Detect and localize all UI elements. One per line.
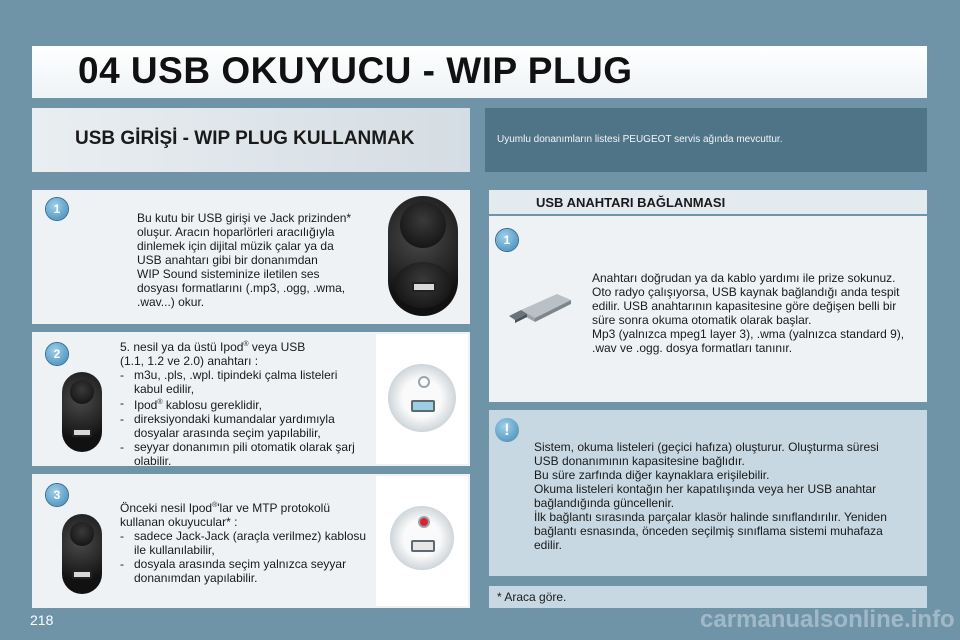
usb-key-line: süre sonra okuma otomatik olarak başlar. [592,313,812,327]
warning-line: bağlandığında güncellenir. [534,496,675,510]
panel1-line: WIP Sound sisteminize iletilen ses [137,267,320,281]
page-title: 04 USB OKUYUCU - WIP PLUG [78,50,633,91]
usb-key-line: .wav ve .ogg. dosya formatları tanınır. [592,341,793,355]
panel2-text [120,338,368,468]
panel3-intro: Önceki nesil Ipod [120,501,213,515]
warning-line: Okuma listeleri kontağın her kapatılışında veya her USB anahtar [534,482,877,496]
usb-key-line: Mp3 (yalnızca mpeg1 layer 3), .wma (yalnızca standard 9), [592,327,905,341]
step-badge-1: 1 [496,229,518,251]
panel1-text [137,211,377,309]
jack-socket-photo [58,512,106,596]
panel1-line: dinlemek için dijital müzik çalar ya da [137,239,334,253]
step-badge-1: 1 [46,198,68,220]
usb-key-line: Oto radyo çalışıyorsa, USB kaynak bağlandığı anda tespit [592,285,900,299]
list-item: - direksiyondaki kumandalar yardımıyla dosyalar arasında seçim yapılabilir, [120,412,368,440]
list-item: - sadece Jack-Jack (araçla verilmez) kablosu ile kullanılabilir, [120,529,368,557]
list-item-text: Ipod [134,398,158,412]
usb-key-text [592,271,922,355]
usb-port [411,540,435,552]
compatibility-note: Uyumlu donanımların listesi PEUGEOT servis ağında mevcuttur. [497,134,783,145]
usb-key-illustration [505,290,575,326]
usb-key-line: edilir. USB anahtarının kapasitesine göre değişen belli bir [592,299,897,313]
panel1-line: dosyası formatlarını (.mp3, .ogg, .wma, [137,281,346,295]
usb-key-line: Anahtarı doğrudan ya da kablo yardımı ile prize sokunuz. [592,271,896,285]
flush-socket [388,364,456,432]
list-item-text: kablosu gereklidir, [162,398,262,412]
usb-socket-photo [376,476,468,606]
panel2-intro: 5. nesil ya da üstü Ipod [120,340,244,354]
panel2-intro: (1.1, 1.2 ve 2.0) anahtarı : [120,354,259,368]
panel3-intro: 'lar ve MTP protokolü [217,501,331,515]
warning-line: Bu süre zarfında diğer kaynaklara erişilebilir. [534,468,770,482]
panel1-line: Bu kutu bir USB girişi ve Jack prizinden* [137,211,352,225]
registered-mark: ® [212,502,218,509]
warning-line: bağlantı esnasında, önceden seçilmiş sınıflama sistemi muhafaza [534,524,883,538]
warning-line: USB donanımının kapasitesine bağlıdır. [534,454,745,468]
jack-port [418,376,430,388]
warning-line: İlk bağlantı sırasında parçalar klasör halinde sınıflandırılır. Yeniden [534,510,887,524]
warning-line: Sistem, okuma listeleri (geçici hafıza) oluşturur. Oluşturma süresi [534,440,879,454]
usb-port [72,570,92,579]
panel3-text [120,499,368,585]
usb-key-icon [505,290,575,326]
panel1-line: .wav...) okur. [137,295,205,309]
footnote: * Araca göre. [497,590,567,604]
registered-mark: ® [157,399,163,406]
list-item: - dosyala arasında seçim yalnızca seyyar donanımdan yapılabilir. [120,557,368,585]
jack-port [70,380,94,404]
list-item [120,396,368,412]
usb-socket-photo [376,334,468,464]
jack-socket-photo [58,370,106,454]
usb-box-photo [378,192,468,322]
step-badge-3: 3 [46,484,68,506]
panel1-line: USB anahtarı gibi bir donanımdan [137,253,318,267]
usb-port [72,428,92,437]
watermark: carmanualsonline.info [700,606,955,633]
jack-port [70,522,94,546]
registered-mark: ® [243,341,249,348]
section-title: USB GİRİŞİ - WIP PLUG KULLANMAK [75,128,415,149]
jack-port [400,202,446,248]
usb-key-header: USB ANAHTARI BAĞLANMASI [536,195,726,210]
list-item: - seyyar donanımın pili otomatik olarak şarj olabilir. [120,440,368,468]
panel1-line: oluşur. Aracın hoparlörleri aracılığıyla [137,225,335,239]
usb-port [412,282,436,292]
panel2-intro: veya USB [248,340,306,354]
jack-port [418,516,430,528]
warning-icon: ! [495,418,519,442]
warning-text [534,440,918,552]
step-badge-2: 2 [46,343,68,365]
warning-line: edilir. [534,538,563,552]
page-number: 218 [30,612,54,628]
usb-port [411,400,435,412]
panel3-intro: kullanan okuyucular* : [120,515,238,529]
list-item: - m3u, .pls, .wpl. tipindeki çalma listeleri kabul edilir, [120,368,368,396]
